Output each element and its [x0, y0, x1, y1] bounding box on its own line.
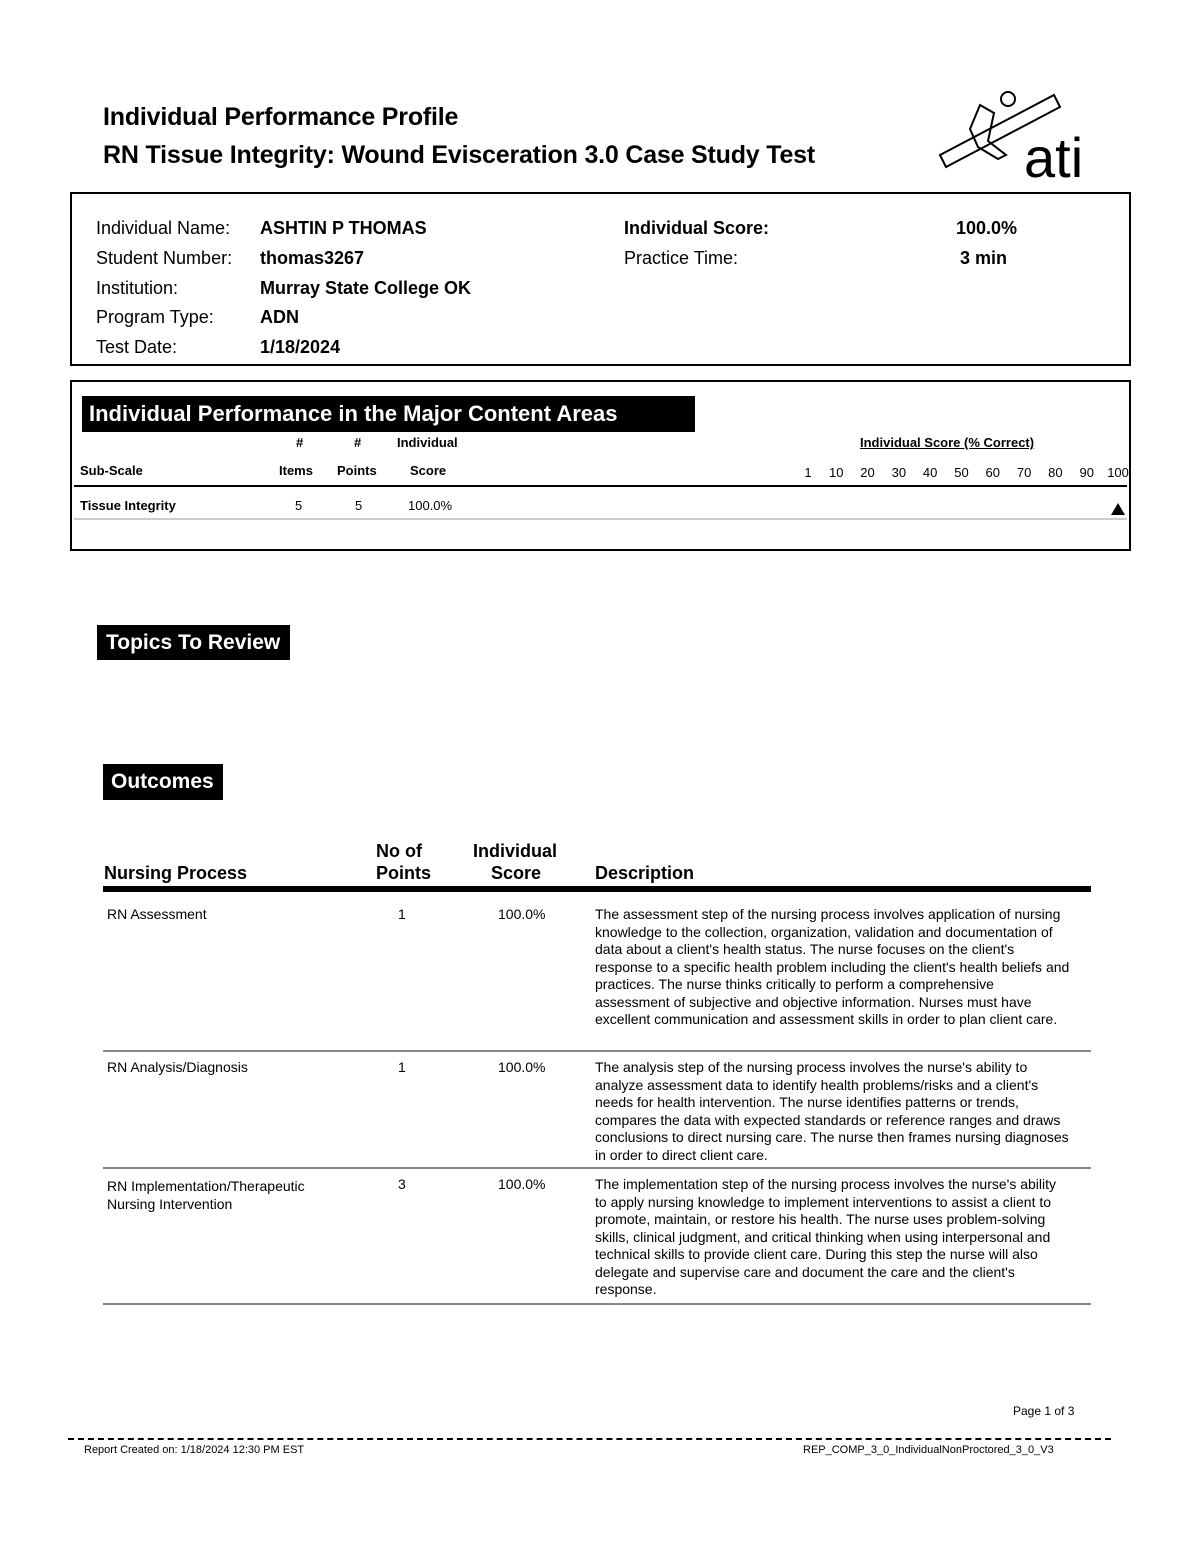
content-areas-heading: Individual Performance in the Major Content Areas	[82, 396, 695, 432]
col-score: Score	[410, 463, 447, 478]
scale-tick: 80	[1048, 465, 1063, 480]
row-divider	[103, 1050, 1091, 1052]
scale-tick: 20	[860, 465, 875, 480]
test-date-label: Test Date:	[96, 337, 178, 357]
scale-tick: 100	[1107, 465, 1129, 480]
student-number-value: thomas3267	[260, 248, 365, 268]
report-created: Report Created on: 1/18/2024 12:30 PM EST	[84, 1444, 305, 1456]
program-type-value: ADN	[260, 307, 299, 327]
col-description: Description	[595, 863, 695, 883]
individual-score-value: 100.0%	[956, 218, 1018, 238]
col-nursing-process: Nursing Process	[104, 863, 248, 883]
student-info-panel	[70, 192, 1131, 366]
row-rule	[74, 518, 1127, 520]
report-id: REP_COMP_3_0_IndividualNonProctored_3_0_V3	[803, 1444, 1054, 1456]
outcome-score: 100.0%	[498, 906, 546, 922]
col-individual: Individual	[473, 841, 558, 861]
score-scale-title: Individual Score (% Correct)	[860, 435, 1035, 450]
outcome-score: 100.0%	[498, 1059, 546, 1075]
institution-label: Institution:	[96, 278, 179, 298]
outcome-points: 1	[398, 1059, 406, 1075]
page-number: Page 1 of 3	[1013, 1404, 1075, 1418]
scale-tick: 90	[1079, 465, 1094, 480]
footer-dashed-rule	[68, 1438, 1111, 1440]
outcome-description: The analysis step of the nursing process involves the nurse's ability to analyze assessment data to identify health problems/risks and a client's needs for health intervention. The nurse identifies patterns or trends, compares the data with expected standards or reference ranges and draws conclusions to direct nursing care. The nurse then frames nursing diagnoses in order to direct client care.	[595, 1059, 1069, 1163]
outcomes-heading: Outcomes	[103, 764, 223, 800]
row-divider	[103, 1167, 1091, 1169]
test-title: RN Tissue Integrity: Wound Evisceration 3.0 Case Study Test	[103, 141, 815, 169]
row-score: 100.0%	[408, 498, 453, 513]
outcome-description: The implementation step of the nursing process involves the nurse's ability to apply nursing knowledge to implement interventions to assist a client to promote, maintain, or restore his health. The nurse uses problem-solving skills, clinical judgment, and critical thinking when using interpersonal and technical skills to provide client care. During this step the nurse will also delegate and supervise care and document the care and the client's response.	[595, 1176, 1057, 1297]
outcomes-header-rule	[103, 886, 1091, 892]
scale-tick: 70	[1016, 465, 1032, 480]
scale-tick: 50	[954, 465, 969, 480]
institution-value: Murray State College OK	[260, 278, 472, 298]
scale-tick: 30	[891, 465, 907, 480]
col-points: Points	[376, 863, 432, 883]
col-points: Points	[337, 463, 377, 478]
practice-time-label: Practice Time:	[624, 248, 739, 268]
outcome-process: RN Analysis/Diagnosis	[107, 1059, 248, 1075]
ati-logo	[936, 85, 1106, 185]
header-rule	[74, 485, 1127, 487]
name-value: ASHTIN P THOMAS	[260, 218, 427, 238]
scale-tick: 1	[804, 465, 812, 480]
individual-score-label: Individual Score:	[624, 218, 770, 238]
col-subscale: Sub-Scale	[80, 463, 143, 478]
scale-tick: 10	[828, 465, 844, 480]
outcome-process: RN Implementation/Therapeutic Nursing Intervention	[107, 1178, 305, 1212]
page-title: Individual Performance Profile	[103, 103, 459, 131]
name-label: Individual Name:	[96, 218, 231, 238]
program-type-label: Program Type:	[96, 307, 214, 327]
row-items: 5	[295, 498, 303, 513]
outcome-points: 1	[398, 906, 406, 922]
col-items: Items	[279, 463, 313, 478]
outcome-process: RN Assessment	[107, 906, 207, 922]
topics-to-review-heading: Topics To Review	[97, 625, 290, 660]
logo-text: ati	[1024, 126, 1084, 185]
student-number-label: Student Number:	[96, 248, 233, 268]
score-marker-icon	[1110, 502, 1126, 516]
col-no-of: No of	[376, 841, 422, 861]
col-score-top: Individual	[397, 435, 458, 450]
practice-time-value: 3 min	[960, 248, 1008, 268]
col-score: Score	[491, 863, 542, 883]
col-points-top: #	[354, 435, 362, 450]
row-divider	[103, 1303, 1091, 1305]
test-date-value: 1/18/2024	[260, 337, 341, 357]
outcome-description: The assessment step of the nursing process involves application of nursing knowledge to the collection, organization, validation and documentation of data about a client's health status. The nurse focuses on the client's response to a specific health problem including the client's health beliefs and practices. The nurse thinks critically to perform a comprehensive assessment of subjective and objective information. Nurses must have excellent communication and assessment skills in order to plan client care.	[595, 906, 1070, 1027]
outcome-points: 3	[398, 1176, 406, 1192]
scale-tick: 60	[985, 465, 1001, 480]
row-subscale: Tissue Integrity	[80, 498, 176, 513]
row-points: 5	[355, 498, 363, 513]
scale-tick: 40	[922, 465, 938, 480]
table-row	[72, 490, 1129, 520]
col-items-top: #	[296, 435, 304, 450]
outcome-score: 100.0%	[498, 1176, 546, 1192]
content-areas-panel	[70, 380, 1131, 551]
